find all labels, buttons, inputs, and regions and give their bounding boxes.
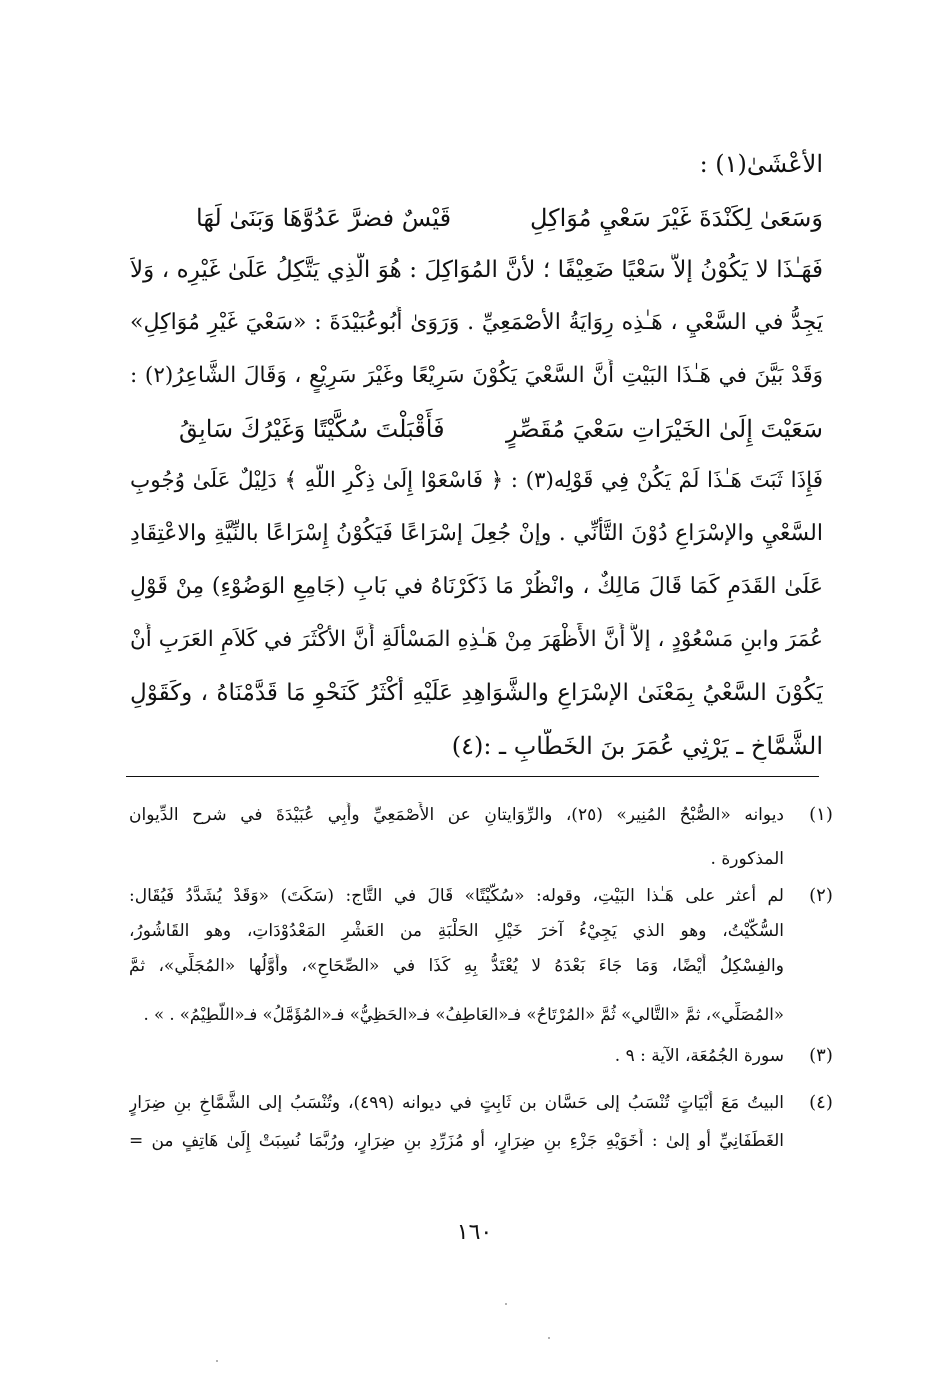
verse-1-second-hemistich: قَيْسٌ فضرَّ عَدُوَّهَا وَبَنَىٰ لَهَا — [196, 204, 452, 232]
body-line: فَإِذَا ثَبَتَ هَـٰذَا لَمْ يَكُنْ فِي قَوْلِه(٣) : ﴿ فَاسْعَوْا إِلَىٰ ذِكْرِ اللَّهِ ﴾ دَلِيْلٌ عَلَىٰ وُجُوبِ — [130, 468, 823, 493]
footnote-line: «المُصَلِّي»، ثمَّ «التَّالي» ثُمَّ «المُرْتَاحُ» فـ«العَاطِفُ» فـ«الحَظِيُّ» فـ«المُؤَمَّلُ» فـ«اللَّطِيْمُ» . » . — [143, 1005, 784, 1024]
footnote-line: البيتُ مَعَ أَبْيَاتٍ تُنْسَبُ إلى حَسَّان بن ثَابِتٍ في ديوانه (٤٩٩)، وتُنْسَبُ إلى الشَّمَّاخِ بنِ ضِرَارٍ — [129, 1093, 784, 1113]
verse-2-first-hemistich: سَعَيْتَ إِلَىٰ الخَيْرَاتِ سَعْيَ مُقَصِّرٍ — [506, 415, 823, 443]
body-line: فَهَـٰذَا لا يَكُوْنُ إلاَّ سَعْيًا ضَعِيْفًا ؛ لأنَّ المُوَاكِلَ : هُوَ الَّذِي يَتَّكِلُ عَلَىٰ غَيْرِه ، وَلاَ — [130, 257, 823, 283]
body-line: يَكُوْنَ السَّعْيُ بِمَعْنَىٰ الإسْرَاعِ والشَّوَاهِدِ عَلَيْهِ أَكْثَرُ كَنَحْوِ مَا قَدَّمْنَاهُ ، وكَقَوْلِ — [130, 680, 823, 706]
scan-speck — [548, 1337, 550, 1339]
body-line: الشَّمَّاخِ ـ يَرْثِي عُمَرَ بنَ الخَطَّابِ ـ :(٤) — [451, 732, 823, 760]
footnote-separator — [126, 776, 819, 777]
footnote-line: سورة الجُمُعَة، الآية : ٩ . — [614, 1046, 784, 1066]
body-line: يَجِدُّ في السَّعْيِ ، هَـٰذِه رِوَايَةُ الأصْمَعِيِّ . وَرَوَىٰ أَبُوعُبَيْدَةَ : «سَعْيَ غَيْرِ مُوَاكِلِ» — [130, 310, 823, 335]
verse-1-first-hemistich: وَسَعَىٰ لِكَنْدَةَ غَيْرَ سَعْيِ مُوَاكِلِ — [529, 204, 823, 232]
scan-speck — [505, 1303, 507, 1305]
verse-2-second-hemistich: فَأَقْبَلْتَ سُكَّيْتًا وَغَيْرُكَ سَابِقُ — [179, 415, 445, 443]
opening-line: الأعْشَىٰ(١) : — [699, 150, 823, 178]
page-number: ١٦٠ — [456, 1220, 493, 1245]
footnote-number: (٤) — [809, 1092, 833, 1113]
scan-speck — [216, 1360, 218, 1362]
footnote-line: الغَطَفَانِيِّ أو إلىٰ : أَخَوَيْهِ جَزْءِ بنِ ضِرَارٍ، أو مُزَرِّدِ بنِ ضِرَارٍ، ورُبَّمَا نُسِبَتْ إِلَىٰ هَاتِفٍ من = — [129, 1131, 784, 1151]
footnote-number: (١) — [809, 804, 833, 825]
body-line: السَّعْيِ والإسْرَاعِ دُوْنَ التَّأَنِّي . وإنْ جُعِلَ إسْرَاعًا فَيَكُوْنُ إِسْرَاعًا بالنِّيَّةِ والاعْتِقَادِ — [130, 521, 823, 546]
footnote-line: لم أعثر على هَـٰذا البَيْتِ، وقوله: «سُكَّيْتًا» قَالَ في التَّاج: (سَكَتَ) «وَقَدْ يُشَدَّدُ فَيُقَال: — [129, 886, 784, 906]
footnote-line: والفِسْكِلُ أَيْضًا، وَمَا جَاءَ بَعْدَهُ لا يُعْتَدُّ بِهِ كَذَا في «الصِّحَاحِ»، وأَوَّلُها «المُجَلِّي»، ثمَّ — [129, 956, 784, 976]
body-line: وَقَدْ بَيَّنَ في هَـٰذَا البَيْتِ أَنَّ السَّعْيَ يَكُوْنَ سَرِيْعًا وغَيْرَ سَرِيْعٍ ، وَقَالَ الشَّاعِرُ(٢) : — [130, 363, 823, 388]
footnote-line: السُّكَّيْتُ، وهو الذي يَجِيْءُ آخرَ خَيْلِ الحَلْبَةِ من العَشْرِ المَعْدُوْدَاتِ، وهو القَاشُورُ، — [129, 921, 784, 941]
body-line: عَلَىٰ القَدَمِ كَمَا قَالَ مَالِكٌ ، وانْظُرْ مَا ذَكَرْنَاهُ في بَابِ (جَامِعِ الوَضُوْءِ) مِنْ قَوْلِ — [130, 574, 823, 599]
footnote-line: ديوانه «الصُّبْحُ المُنِير» (٢٥)، والرِّوَايتانِ عن الأَصْمَعِيِّ وأَبِي عُبَيْدَةَ في شرح الدِّيوان — [129, 805, 784, 825]
footnote-number: (٢) — [809, 885, 833, 906]
footnote-line: المذكورة . — [710, 849, 784, 869]
footnote-number: (٣) — [809, 1045, 833, 1066]
body-line: عُمَرَ وابنِ مَسْعُوْدٍ ، إلاَّ أَنَّ الأَظْهَرَ مِنْ هَـٰذِهِ المَسْأَلَةِ أَنَّ الأكْثَرَ في كَلاَمِ العَرَبِ أَنْ — [130, 627, 823, 652]
